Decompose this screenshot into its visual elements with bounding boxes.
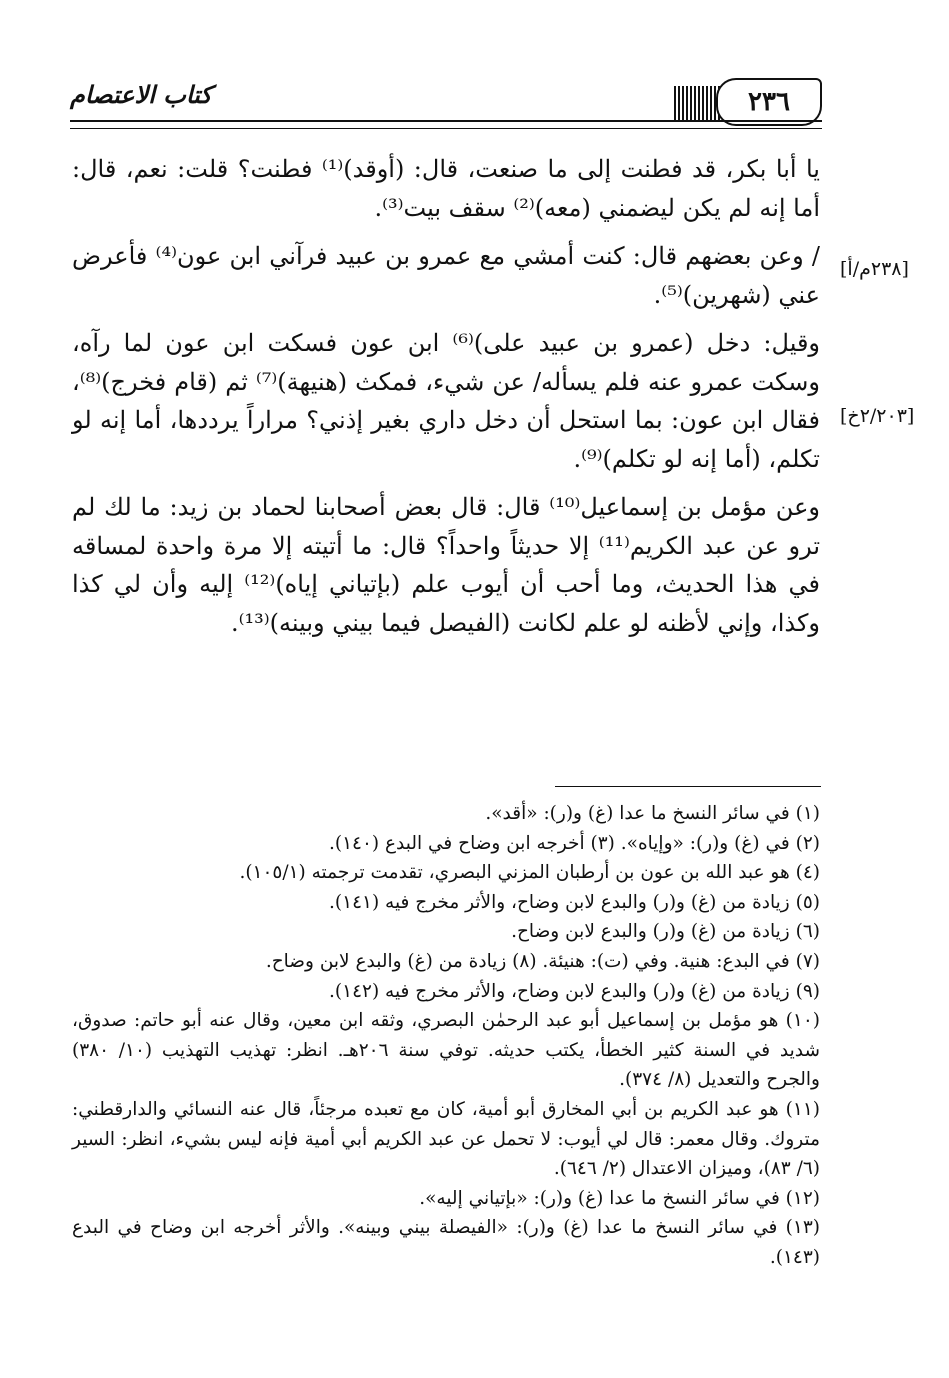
page-number: ٢٣٦ — [716, 78, 822, 126]
paragraph-1: يا أبا بكر، قد فطنت إلى ما صنعت، قال: (أوقد)⁽¹⁾ فطنت؟ قلت: نعم، قال: أما إنه لم يكن ليضمني (معه)⁽²⁾ سقف بيت⁽³⁾. — [72, 155, 820, 222]
footnote-4: (٤) هو عبد الله بن عون بن أرطبان المزني البصري، تقدمت ترجمته (١٠٥/١). — [239, 862, 820, 884]
margin-note-2: [٢/٢٠٣خ] — [840, 405, 915, 427]
main-text — [72, 150, 820, 642]
footnote-1: (١) في سائر النسخ ما عدا (غ) و(ر): «أقد». — [485, 803, 820, 824]
footnote-10: (١٠) هو مؤمل بن إسماعيل أبو عبد الرحمٰن البصري، وثقه ابن معين، وقال عنه أبو حاتم: صدوق، شديد في السنة كثير الخطأ، يكتب حديثه. توفي سنة ٢٠٦هـ. انظر: تهذيب التهذيب (١٠/ ٣٨٠) والجرح والتعديل (٨/ ٣٧٤). — [72, 1010, 820, 1091]
book-title: كتاب الاعتصام — [70, 80, 212, 109]
footnote-2-3: (٢) في (غ) و(ر): «وإياه». (٣) أخرجه ابن وضاح في البدع (١٤٠). — [328, 832, 820, 854]
header-rule — [70, 120, 822, 129]
footnotes — [72, 799, 820, 1273]
footnote-9: (٩) زيادة من (غ) و(ر) والبدع لابن وضاح، والأثر مخرج فيه (١٤٢). — [329, 980, 820, 1002]
paragraph-2: / وعن بعضهم قال: كنت أمشي مع عمرو بن عبيد فرآني ابن عون⁽⁴⁾ فأعرض عني (شهرين)⁽⁵⁾. — [72, 242, 820, 309]
page-header — [70, 74, 822, 124]
footnote-12: (١٢) في سائر النسخ ما عدا (غ) و(ر): «بإتياني إليه». — [419, 1187, 820, 1209]
header-ornament — [674, 86, 720, 120]
paragraph-3: وقيل: دخل (عمرو بن عبيد على)⁽⁶⁾ ابن عون فسكت ابن عون لما رآه، وسكت عمرو عنه فلم يسأله/ عن شيء، فمكث (هنيهة)⁽⁷⁾ ثم (قام فخرج)⁽⁸⁾، فقال ابن عون: بما استحل أن دخل داري بغير إذني؟ مراراً يرددها، أما إنه لو تكلم، (أما إنه لو تكلم)⁽⁹⁾. — [72, 329, 821, 473]
footnote-7-8: (٧) في البدع: هنية. وفي (ت): هنيئة. (٨) زيادة من (غ) والبدع لابن وضاح. — [265, 950, 820, 972]
footnote-6: (٦) زيادة من (غ) و(ر) والبدع لابن وضاح. — [511, 921, 820, 943]
footnote-separator — [555, 786, 821, 787]
footnote-5: (٥) زيادة من (غ) و(ر) والبدع لابن وضاح، والأثر مخرج فيه (١٤١). — [329, 891, 820, 913]
footnote-11: (١١) هو عبد الكريم بن أبي المخارق أبو أمية، كان مع تعبده مرجئاً، قال عنه النسائي والدارقطني: متروك. وقال معمر: قال لي أيوب: لا تحمل عن عبد الكريم أبي أمية فإنه ليس بشيء، انظر: السير (٦/ ٨٣)، وميزان الاعتدال (٢/ ٦٤٦). — [72, 1098, 820, 1180]
paragraph-4: وعن مؤمل بن إسماعيل⁽¹⁰⁾ قال: قال بعض أصحابنا لحماد بن زيد: ما لك لم ترو عن عبد الكريم⁽¹¹⁾ إلا حديثاً واحداً؟ قال: ما أتيته إلا مرة واحدة لمساقه في هذا الحديث، وما أحب أن أيوب علم (بإتياني إياه)⁽¹²⁾ إليه وأن لي كذا وكذا، وإني لأظنه لو علم لكانت (الفيصل فيما بيني وبينه)⁽¹³⁾. — [72, 493, 821, 637]
margin-note-1: [٢٣٨م/أ] — [840, 258, 909, 280]
footnote-13: (١٣) في سائر النسخ ما عدا (غ) و(ر): «الفيصلة بيني وبينه». والأثر أخرجه ابن وضاح في البدع (١٤٣). — [72, 1217, 820, 1268]
